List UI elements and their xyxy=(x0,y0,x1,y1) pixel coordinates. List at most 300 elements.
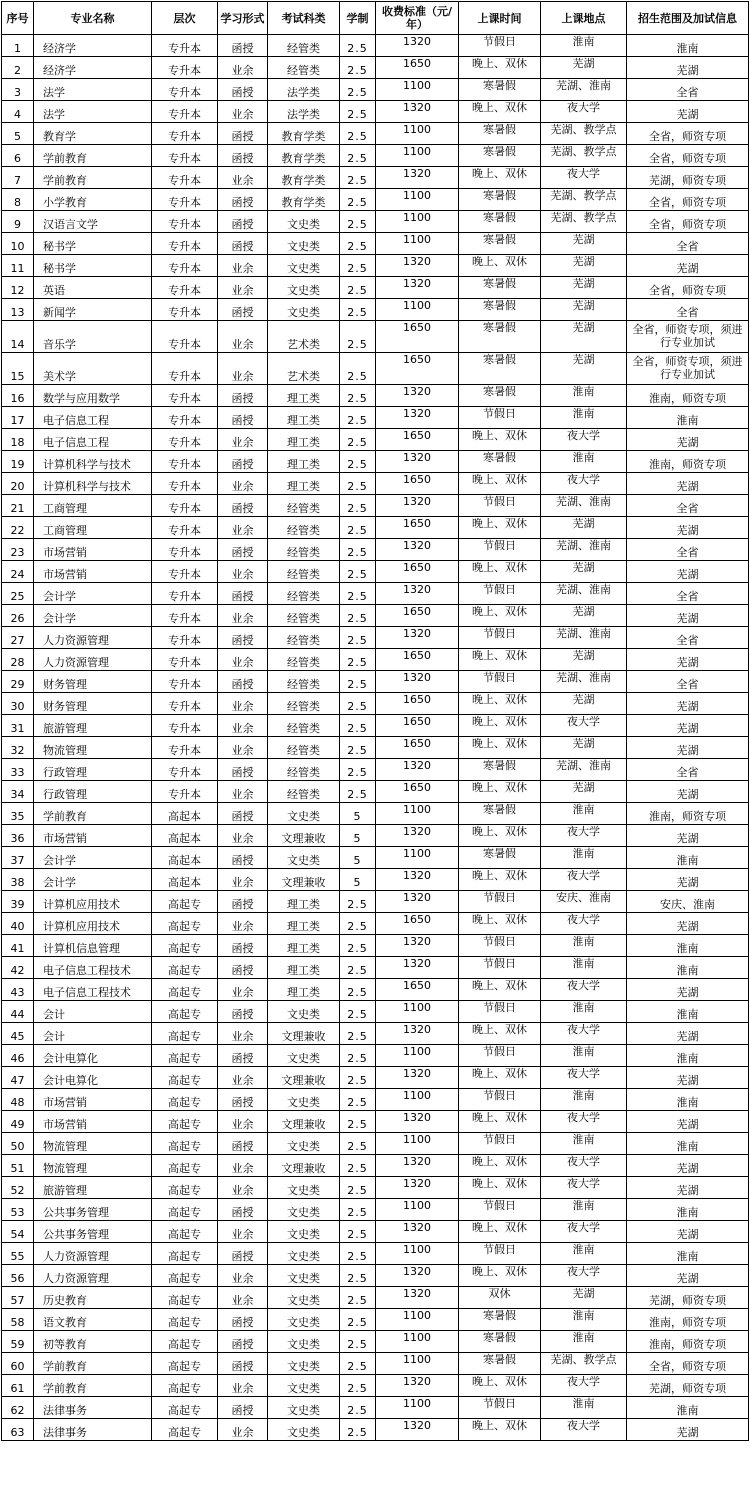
cell-exam-category: 理工类 xyxy=(268,891,340,913)
cell-years: 2.5 xyxy=(340,189,376,211)
table-row xyxy=(2,693,749,715)
cell-class-time: 寒暑假 xyxy=(459,385,541,407)
cell-study-mode: 函授 xyxy=(218,1331,268,1353)
cell-class-time: 晚上、双休 xyxy=(459,1221,541,1243)
cell-class-time: 晚上、双休 xyxy=(459,517,541,539)
cell-level: 专升本 xyxy=(152,715,218,737)
cell-exam-category: 理工类 xyxy=(268,451,340,473)
cell-years: 2.5 xyxy=(340,957,376,979)
cell-major-name: 工商管理 xyxy=(34,517,152,539)
cell-class-place: 芜湖、淮南 xyxy=(541,79,627,101)
cell-seq: 20 xyxy=(2,473,34,495)
cell-fee: 1650 xyxy=(376,649,459,671)
cell-study-mode: 函授 xyxy=(218,847,268,869)
cell-level: 高起专 xyxy=(152,913,218,935)
cell-class-place: 夜大学 xyxy=(541,1265,627,1287)
cell-class-place: 芜湖、教学点 xyxy=(541,211,627,233)
cell-seq: 50 xyxy=(2,1133,34,1155)
cell-exam-category: 法学类 xyxy=(268,79,340,101)
table-row xyxy=(2,1155,749,1177)
cell-exam-category: 文史类 xyxy=(268,233,340,255)
cell-level: 专升本 xyxy=(152,495,218,517)
cell-level: 专升本 xyxy=(152,321,218,353)
cell-scope: 芜湖 xyxy=(627,1177,749,1199)
cell-fee: 1320 xyxy=(376,1111,459,1133)
table-row xyxy=(2,167,749,189)
table-row xyxy=(2,1221,749,1243)
cell-fee: 1650 xyxy=(376,473,459,495)
cell-seq: 30 xyxy=(2,693,34,715)
cell-scope: 芜湖 xyxy=(627,429,749,451)
cell-exam-category: 教育学类 xyxy=(268,123,340,145)
cell-fee: 1320 xyxy=(376,101,459,123)
cell-seq: 3 xyxy=(2,79,34,101)
cell-years: 2.5 xyxy=(340,79,376,101)
cell-years: 2.5 xyxy=(340,1265,376,1287)
cell-level: 专升本 xyxy=(152,737,218,759)
table-row xyxy=(2,627,749,649)
cell-scope: 淮南 xyxy=(627,1133,749,1155)
cell-class-place: 淮南 xyxy=(541,1133,627,1155)
cell-seq: 32 xyxy=(2,737,34,759)
cell-years: 2.5 xyxy=(340,101,376,123)
cell-class-place: 夜大学 xyxy=(541,869,627,891)
cell-class-place: 芜湖、淮南 xyxy=(541,495,627,517)
table-body xyxy=(2,35,749,1441)
cell-seq: 27 xyxy=(2,627,34,649)
cell-scope: 淮南 xyxy=(627,847,749,869)
cell-class-place: 芜湖、教学点 xyxy=(541,145,627,167)
cell-class-place: 淮南 xyxy=(541,1309,627,1331)
cell-fee: 1650 xyxy=(376,57,459,79)
cell-class-time: 节假日 xyxy=(459,1133,541,1155)
cell-class-time: 寒暑假 xyxy=(459,321,541,353)
cell-years: 5 xyxy=(340,847,376,869)
cell-seq: 48 xyxy=(2,1089,34,1111)
cell-class-place: 淮南 xyxy=(541,1199,627,1221)
cell-exam-category: 文史类 xyxy=(268,1397,340,1419)
cell-level: 高起专 xyxy=(152,1045,218,1067)
cell-major-name: 人力资源管理 xyxy=(34,649,152,671)
cell-fee: 1320 xyxy=(376,167,459,189)
cell-class-time: 晚上、双休 xyxy=(459,1375,541,1397)
cell-seq: 62 xyxy=(2,1397,34,1419)
cell-major-name: 行政管理 xyxy=(34,759,152,781)
cell-seq: 46 xyxy=(2,1045,34,1067)
table-row xyxy=(2,1067,749,1089)
cell-level: 专升本 xyxy=(152,407,218,429)
cell-years: 2.5 xyxy=(340,167,376,189)
cell-level: 专升本 xyxy=(152,781,218,803)
cell-scope: 芜湖 xyxy=(627,1111,749,1133)
table-row xyxy=(2,233,749,255)
cell-fee: 1320 xyxy=(376,1419,459,1441)
cell-years: 2.5 xyxy=(340,693,376,715)
cell-seq: 57 xyxy=(2,1287,34,1309)
cell-years: 2.5 xyxy=(340,35,376,57)
cell-class-place: 芜湖 xyxy=(541,233,627,255)
table-row xyxy=(2,517,749,539)
cell-years: 2.5 xyxy=(340,583,376,605)
table-row xyxy=(2,539,749,561)
table-row xyxy=(2,649,749,671)
cell-major-name: 电子信息工程 xyxy=(34,407,152,429)
cell-level: 高起专 xyxy=(152,1419,218,1441)
cell-seq: 63 xyxy=(2,1419,34,1441)
cell-major-name: 市场营销 xyxy=(34,825,152,847)
cell-study-mode: 业余 xyxy=(218,517,268,539)
cell-exam-category: 教育学类 xyxy=(268,189,340,211)
cell-study-mode: 业余 xyxy=(218,473,268,495)
table-row xyxy=(2,1353,749,1375)
cell-class-place: 芜湖 xyxy=(541,277,627,299)
cell-fee: 1100 xyxy=(376,211,459,233)
cell-study-mode: 业余 xyxy=(218,1265,268,1287)
cell-study-mode: 函授 xyxy=(218,1133,268,1155)
cell-years: 2.5 xyxy=(340,255,376,277)
cell-study-mode: 函授 xyxy=(218,627,268,649)
cell-class-time: 晚上、双休 xyxy=(459,1419,541,1441)
cell-class-time: 晚上、双休 xyxy=(459,1067,541,1089)
cell-seq: 2 xyxy=(2,57,34,79)
cell-level: 专升本 xyxy=(152,473,218,495)
cell-years: 2.5 xyxy=(340,277,376,299)
cell-major-name: 小学教育 xyxy=(34,189,152,211)
cell-major-name: 电子信息工程技术 xyxy=(34,957,152,979)
cell-class-place: 淮南 xyxy=(541,847,627,869)
cell-class-place: 芜湖、淮南 xyxy=(541,759,627,781)
cell-seq: 59 xyxy=(2,1331,34,1353)
cell-class-time: 节假日 xyxy=(459,935,541,957)
cell-class-place: 芜湖 xyxy=(541,517,627,539)
table-row xyxy=(2,495,749,517)
cell-scope: 芜湖 xyxy=(627,561,749,583)
cell-class-place: 夜大学 xyxy=(541,1375,627,1397)
cell-exam-category: 理工类 xyxy=(268,473,340,495)
cell-exam-category: 教育学类 xyxy=(268,167,340,189)
cell-class-place: 夜大学 xyxy=(541,979,627,1001)
cell-seq: 17 xyxy=(2,407,34,429)
cell-study-mode: 函授 xyxy=(218,1089,268,1111)
cell-years: 2.5 xyxy=(340,57,376,79)
cell-class-time: 晚上、双休 xyxy=(459,255,541,277)
cell-years: 5 xyxy=(340,869,376,891)
cell-class-place: 芜湖、教学点 xyxy=(541,1353,627,1375)
cell-years: 2.5 xyxy=(340,407,376,429)
cell-class-time: 寒暑假 xyxy=(459,299,541,321)
cell-class-place: 淮南 xyxy=(541,1397,627,1419)
cell-seq: 38 xyxy=(2,869,34,891)
table-row xyxy=(2,913,749,935)
cell-class-time: 晚上、双休 xyxy=(459,101,541,123)
cell-exam-category: 文史类 xyxy=(268,211,340,233)
cell-study-mode: 业余 xyxy=(218,561,268,583)
cell-scope: 全省 xyxy=(627,233,749,255)
cell-scope: 淮南，师资专项 xyxy=(627,803,749,825)
cell-fee: 1100 xyxy=(376,189,459,211)
cell-fee: 1320 xyxy=(376,539,459,561)
cell-class-place: 淮南 xyxy=(541,451,627,473)
cell-level: 高起专 xyxy=(152,935,218,957)
cell-scope: 淮南，师资专项 xyxy=(627,1309,749,1331)
cell-seq: 15 xyxy=(2,353,34,385)
cell-years: 2.5 xyxy=(340,1243,376,1265)
cell-seq: 34 xyxy=(2,781,34,803)
cell-major-name: 计算机应用技术 xyxy=(34,913,152,935)
cell-seq: 60 xyxy=(2,1353,34,1375)
table-row xyxy=(2,1375,749,1397)
cell-study-mode: 业余 xyxy=(218,101,268,123)
cell-major-name: 会计学 xyxy=(34,605,152,627)
cell-fee: 1650 xyxy=(376,781,459,803)
table-row xyxy=(2,803,749,825)
cell-years: 2.5 xyxy=(340,1221,376,1243)
cell-fee: 1100 xyxy=(376,1331,459,1353)
table-row xyxy=(2,847,749,869)
table-row xyxy=(2,123,749,145)
enrollment-table-container xyxy=(1,1,748,1441)
cell-scope: 安庆、淮南 xyxy=(627,891,749,913)
cell-scope: 芜湖 xyxy=(627,693,749,715)
cell-years: 2.5 xyxy=(340,495,376,517)
table-row xyxy=(2,211,749,233)
cell-study-mode: 函授 xyxy=(218,407,268,429)
table-row xyxy=(2,1309,749,1331)
cell-exam-category: 文史类 xyxy=(268,847,340,869)
cell-major-name: 经济学 xyxy=(34,57,152,79)
cell-study-mode: 业余 xyxy=(218,979,268,1001)
cell-exam-category: 经管类 xyxy=(268,693,340,715)
cell-years: 2.5 xyxy=(340,1133,376,1155)
cell-class-time: 晚上、双休 xyxy=(459,1111,541,1133)
cell-study-mode: 业余 xyxy=(218,1419,268,1441)
cell-level: 高起本 xyxy=(152,825,218,847)
table-header xyxy=(2,2,749,35)
cell-level: 专升本 xyxy=(152,693,218,715)
cell-exam-category: 经管类 xyxy=(268,759,340,781)
cell-seq: 41 xyxy=(2,935,34,957)
cell-major-name: 英语 xyxy=(34,277,152,299)
cell-fee: 1320 xyxy=(376,1265,459,1287)
table-row xyxy=(2,979,749,1001)
cell-level: 专升本 xyxy=(152,211,218,233)
cell-scope: 全省，师资专项 xyxy=(627,189,749,211)
cell-scope: 芜湖 xyxy=(627,1221,749,1243)
cell-class-time: 晚上、双休 xyxy=(459,1023,541,1045)
cell-study-mode: 业余 xyxy=(218,167,268,189)
cell-major-name: 秘书学 xyxy=(34,255,152,277)
table-row xyxy=(2,79,749,101)
table-row xyxy=(2,101,749,123)
cell-exam-category: 文理兼收 xyxy=(268,1111,340,1133)
cell-class-time: 节假日 xyxy=(459,583,541,605)
cell-major-name: 会计电算化 xyxy=(34,1067,152,1089)
cell-study-mode: 函授 xyxy=(218,583,268,605)
cell-class-place: 芜湖 xyxy=(541,57,627,79)
cell-class-time: 晚上、双休 xyxy=(459,167,541,189)
table-row xyxy=(2,1287,749,1309)
cell-exam-category: 理工类 xyxy=(268,407,340,429)
cell-years: 2.5 xyxy=(340,1089,376,1111)
cell-class-time: 节假日 xyxy=(459,407,541,429)
cell-scope: 全省 xyxy=(627,627,749,649)
cell-major-name: 市场营销 xyxy=(34,539,152,561)
cell-scope: 全省 xyxy=(627,583,749,605)
cell-class-time: 晚上、双休 xyxy=(459,913,541,935)
cell-class-place: 芜湖、淮南 xyxy=(541,671,627,693)
cell-seq: 14 xyxy=(2,321,34,353)
cell-level: 专升本 xyxy=(152,627,218,649)
cell-fee: 1100 xyxy=(376,803,459,825)
cell-fee: 1650 xyxy=(376,517,459,539)
cell-level: 专升本 xyxy=(152,649,218,671)
cell-scope: 淮南 xyxy=(627,1001,749,1023)
cell-major-name: 语文教育 xyxy=(34,1309,152,1331)
cell-exam-category: 文史类 xyxy=(268,803,340,825)
cell-scope: 全省，师资专项，须进行专业加试 xyxy=(627,353,749,385)
cell-years: 2.5 xyxy=(340,1375,376,1397)
cell-class-time: 寒暑假 xyxy=(459,211,541,233)
cell-major-name: 数学与应用数学 xyxy=(34,385,152,407)
table-row xyxy=(2,869,749,891)
cell-fee: 1320 xyxy=(376,825,459,847)
cell-scope: 芜湖，师资专项 xyxy=(627,1375,749,1397)
cell-study-mode: 函授 xyxy=(218,79,268,101)
cell-exam-category: 文理兼收 xyxy=(268,1155,340,1177)
cell-years: 2.5 xyxy=(340,1309,376,1331)
cell-fee: 1320 xyxy=(376,255,459,277)
table-row xyxy=(2,1001,749,1023)
cell-class-time: 节假日 xyxy=(459,1045,541,1067)
cell-major-name: 汉语言文学 xyxy=(34,211,152,233)
cell-level: 专升本 xyxy=(152,277,218,299)
cell-study-mode: 函授 xyxy=(218,123,268,145)
cell-fee: 1320 xyxy=(376,759,459,781)
cell-class-place: 夜大学 xyxy=(541,825,627,847)
cell-class-time: 寒暑假 xyxy=(459,277,541,299)
cell-class-time: 晚上、双休 xyxy=(459,979,541,1001)
cell-exam-category: 艺术类 xyxy=(268,353,340,385)
table-row xyxy=(2,1199,749,1221)
cell-years: 2.5 xyxy=(340,429,376,451)
cell-study-mode: 函授 xyxy=(218,891,268,913)
cell-class-time: 节假日 xyxy=(459,1089,541,1111)
cell-study-mode: 函授 xyxy=(218,145,268,167)
cell-class-place: 芜湖 xyxy=(541,561,627,583)
cell-seq: 18 xyxy=(2,429,34,451)
cell-years: 2.5 xyxy=(340,979,376,1001)
cell-exam-category: 文理兼收 xyxy=(268,869,340,891)
cell-class-place: 夜大学 xyxy=(541,1111,627,1133)
cell-fee: 1100 xyxy=(376,123,459,145)
cell-seq: 55 xyxy=(2,1243,34,1265)
cell-study-mode: 函授 xyxy=(218,1199,268,1221)
cell-study-mode: 函授 xyxy=(218,957,268,979)
cell-study-mode: 函授 xyxy=(218,299,268,321)
header-seq: 序号 xyxy=(2,2,34,35)
cell-seq: 24 xyxy=(2,561,34,583)
cell-seq: 35 xyxy=(2,803,34,825)
cell-level: 高起专 xyxy=(152,1089,218,1111)
cell-seq: 29 xyxy=(2,671,34,693)
cell-years: 5 xyxy=(340,825,376,847)
cell-class-place: 夜大学 xyxy=(541,429,627,451)
table-row xyxy=(2,429,749,451)
cell-class-time: 晚上、双休 xyxy=(459,1265,541,1287)
cell-exam-category: 文史类 xyxy=(268,255,340,277)
cell-fee: 1320 xyxy=(376,385,459,407)
cell-years: 2.5 xyxy=(340,353,376,385)
table-row xyxy=(2,957,749,979)
cell-level: 高起专 xyxy=(152,1155,218,1177)
cell-seq: 9 xyxy=(2,211,34,233)
cell-major-name: 会计 xyxy=(34,1001,152,1023)
cell-fee: 1100 xyxy=(376,1045,459,1067)
table-row xyxy=(2,605,749,627)
cell-study-mode: 业余 xyxy=(218,321,268,353)
cell-class-place: 夜大学 xyxy=(541,715,627,737)
cell-scope: 芜湖 xyxy=(627,1023,749,1045)
cell-major-name: 学前教育 xyxy=(34,1353,152,1375)
cell-fee: 1100 xyxy=(376,1353,459,1375)
cell-major-name: 人力资源管理 xyxy=(34,1243,152,1265)
cell-major-name: 人力资源管理 xyxy=(34,627,152,649)
table-row xyxy=(2,255,749,277)
cell-class-place: 芜湖 xyxy=(541,1287,627,1309)
cell-scope: 全省，师资专项 xyxy=(627,277,749,299)
cell-scope: 淮南 xyxy=(627,1397,749,1419)
table-row xyxy=(2,57,749,79)
table-row xyxy=(2,671,749,693)
cell-class-place: 淮南 xyxy=(541,385,627,407)
cell-years: 2.5 xyxy=(340,1331,376,1353)
cell-seq: 39 xyxy=(2,891,34,913)
cell-scope: 淮南 xyxy=(627,1045,749,1067)
cell-seq: 23 xyxy=(2,539,34,561)
cell-fee: 1320 xyxy=(376,671,459,693)
cell-fee: 1320 xyxy=(376,1177,459,1199)
cell-seq: 28 xyxy=(2,649,34,671)
cell-level: 专升本 xyxy=(152,385,218,407)
cell-major-name: 法学 xyxy=(34,101,152,123)
cell-major-name: 学前教育 xyxy=(34,803,152,825)
cell-fee: 1320 xyxy=(376,627,459,649)
cell-fee: 1650 xyxy=(376,979,459,1001)
table-row xyxy=(2,759,749,781)
cell-class-time: 节假日 xyxy=(459,891,541,913)
cell-class-place: 淮南 xyxy=(541,1001,627,1023)
cell-scope: 全省，师资专项 xyxy=(627,145,749,167)
cell-major-name: 计算机科学与技术 xyxy=(34,451,152,473)
cell-major-name: 计算机信息管理 xyxy=(34,935,152,957)
table-row xyxy=(2,189,749,211)
cell-fee: 1100 xyxy=(376,847,459,869)
cell-major-name: 物流管理 xyxy=(34,737,152,759)
cell-study-mode: 函授 xyxy=(218,1309,268,1331)
cell-exam-category: 文史类 xyxy=(268,1331,340,1353)
cell-exam-category: 经管类 xyxy=(268,35,340,57)
cell-seq: 5 xyxy=(2,123,34,145)
cell-fee: 1650 xyxy=(376,561,459,583)
cell-fee: 1100 xyxy=(376,299,459,321)
cell-study-mode: 函授 xyxy=(218,1045,268,1067)
cell-level: 高起专 xyxy=(152,1287,218,1309)
cell-class-time: 寒暑假 xyxy=(459,1331,541,1353)
cell-scope: 芜湖 xyxy=(627,825,749,847)
cell-class-time: 寒暑假 xyxy=(459,451,541,473)
cell-class-time: 晚上、双休 xyxy=(459,1155,541,1177)
cell-major-name: 财务管理 xyxy=(34,671,152,693)
